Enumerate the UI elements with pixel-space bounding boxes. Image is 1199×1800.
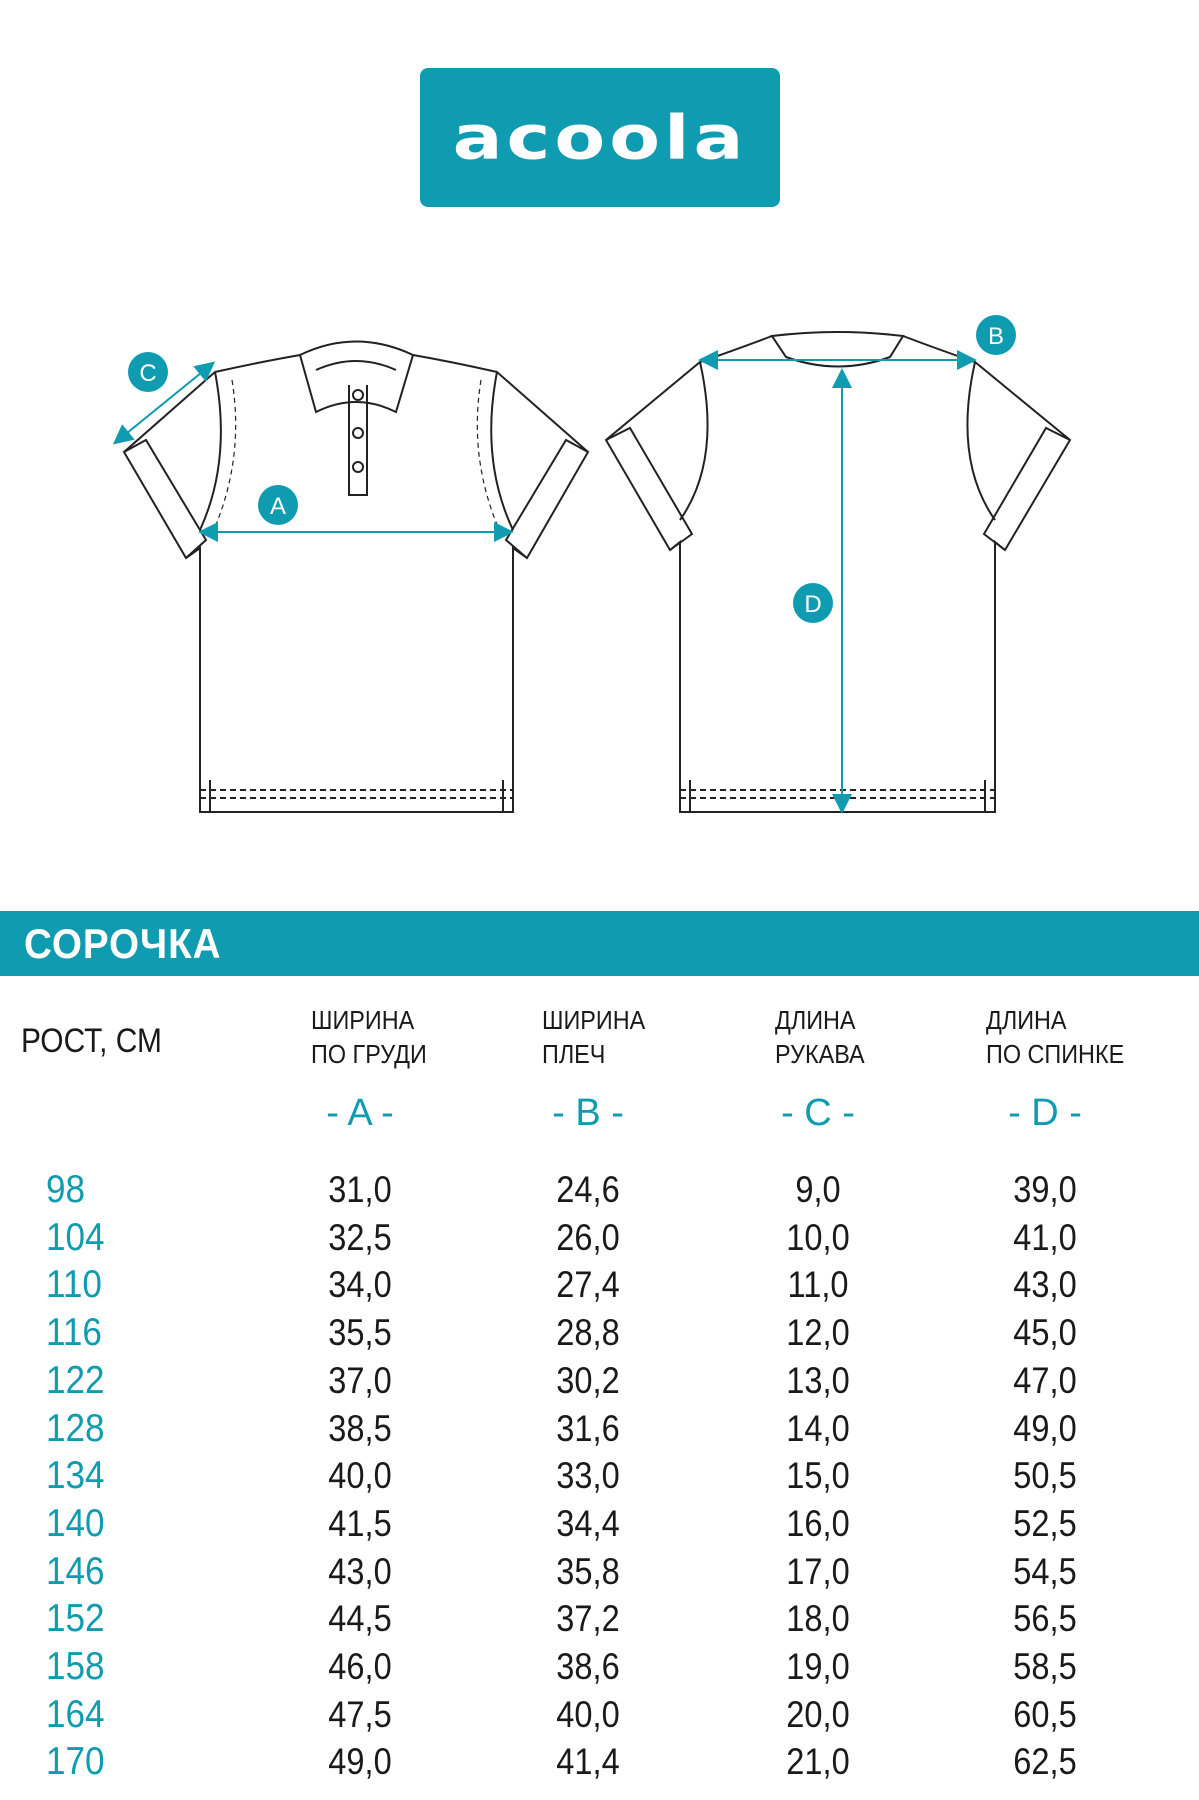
height-value: 152 [46, 1597, 105, 1641]
measurement-value: 16,0 [786, 1502, 850, 1544]
measurement-value: 40,0 [328, 1455, 392, 1497]
column-header-line: ДЛИНА [986, 1005, 1067, 1035]
marker-b [976, 315, 1016, 355]
table-row [0, 1738, 1199, 1786]
table-row [0, 1357, 1199, 1405]
measurement-value: 38,5 [328, 1407, 392, 1449]
height-value: 140 [46, 1501, 105, 1545]
column-header-sleeve [775, 1003, 865, 1071]
table-row [0, 1309, 1199, 1357]
measurement-value: 49,0 [1013, 1407, 1077, 1449]
column-letter-b: - B - [552, 1092, 624, 1134]
brand-logo [420, 68, 780, 207]
measurement-value: 14,0 [786, 1407, 850, 1449]
table-row [0, 1166, 1199, 1214]
height-value: 170 [46, 1740, 105, 1784]
measurement-value: 34,4 [556, 1502, 620, 1544]
measurement-value: 24,6 [556, 1169, 620, 1210]
height-value: 134 [46, 1454, 105, 1498]
measurement-value: 58,5 [1013, 1646, 1077, 1687]
column-header-line: РУКАВА [775, 1039, 865, 1069]
measurement-value: 39,0 [1013, 1169, 1077, 1210]
button-icon [353, 390, 363, 400]
table-row [0, 1405, 1199, 1453]
measurement-value: 26,0 [556, 1216, 620, 1258]
column-letter-a: - A - [326, 1092, 394, 1134]
front-shirt-drawing [124, 342, 588, 813]
marker-c-label: C [139, 360, 157, 387]
measurement-value: 35,8 [556, 1550, 620, 1592]
measurement-value: 27,4 [556, 1264, 620, 1306]
measurement-value: 41,4 [556, 1741, 620, 1783]
measurement-value: 12,0 [786, 1312, 850, 1354]
measurement-value: 43,0 [328, 1550, 392, 1592]
measurement-value: 46,0 [328, 1646, 392, 1687]
marker-b-label: B [987, 323, 1005, 350]
measurement-value: 20,0 [786, 1693, 850, 1735]
measurement-value: 47,5 [328, 1693, 392, 1735]
measurement-value: 62,5 [1013, 1741, 1077, 1783]
marker-d [793, 583, 833, 623]
marker-d-label: D [804, 591, 822, 618]
measurement-value: 30,2 [556, 1359, 620, 1401]
table-row [0, 1500, 1199, 1548]
measurement-value: 45,0 [1013, 1312, 1077, 1354]
measurement-value: 56,5 [1013, 1598, 1077, 1640]
measurement-value: 31,6 [556, 1407, 620, 1449]
measurement-value: 33,0 [556, 1455, 620, 1497]
measurement-value: 41,0 [1013, 1216, 1077, 1258]
height-value: 122 [46, 1358, 105, 1402]
measurement-value: 38,6 [556, 1646, 620, 1687]
marker-a [258, 485, 298, 525]
column-header-line: ПО СПИНКЕ [986, 1039, 1125, 1069]
measurement-value: 17,0 [786, 1550, 850, 1592]
measurement-value: 44,5 [328, 1598, 392, 1640]
measurement-value: 10,0 [786, 1216, 850, 1258]
table-row [0, 1548, 1199, 1596]
measurement-value: 28,8 [556, 1312, 620, 1354]
column-header-line: ПО ГРУДИ [311, 1039, 427, 1069]
brand-logo-text: acoola [452, 102, 748, 173]
measurement-value: 40,0 [556, 1693, 620, 1735]
height-value: 158 [46, 1645, 105, 1688]
table-row [0, 1691, 1199, 1739]
height-value: 116 [46, 1311, 102, 1355]
column-letter-c: - C - [781, 1092, 855, 1134]
measurement-value: 47,0 [1013, 1359, 1077, 1401]
height-value: 98 [46, 1168, 86, 1211]
column-header-line: ШИРИНА [311, 1005, 415, 1035]
measurement-value: 60,5 [1013, 1693, 1077, 1735]
table-row [0, 1595, 1199, 1643]
column-header-back-length [986, 1003, 1124, 1071]
button-icon [353, 428, 363, 438]
table-row [0, 1643, 1199, 1691]
height-value: 110 [46, 1263, 102, 1307]
height-value: 104 [46, 1215, 105, 1259]
measurement-value: 9,0 [795, 1169, 841, 1210]
measurement-value: 43,0 [1013, 1264, 1077, 1306]
measurement-value: 35,5 [328, 1312, 392, 1354]
measurement-value: 49,0 [328, 1741, 392, 1783]
measurement-value: 19,0 [786, 1646, 850, 1687]
measurement-value: 37,0 [328, 1359, 392, 1401]
table-row [0, 1261, 1199, 1309]
table-row [0, 1452, 1199, 1500]
height-value: 146 [46, 1549, 105, 1593]
measurement-value: 41,5 [328, 1502, 392, 1544]
section-band [0, 911, 1199, 976]
marker-c [128, 352, 168, 392]
measurement-value: 54,5 [1013, 1550, 1077, 1592]
column-header-line: ДЛИНА [775, 1005, 856, 1035]
table-row [0, 1214, 1199, 1262]
measurement-value: 11,0 [787, 1264, 849, 1306]
height-value: 164 [46, 1692, 105, 1736]
measurement-value: 37,2 [556, 1598, 620, 1640]
measurement-value: 15,0 [786, 1455, 850, 1497]
column-header-chest [311, 1003, 427, 1071]
measurement-value: 18,0 [786, 1598, 850, 1640]
back-shirt-drawing [606, 332, 1070, 812]
garment-diagram [0, 300, 1199, 830]
button-icon [353, 462, 363, 472]
height-header: РОСТ, СМ [21, 1022, 162, 1060]
measurement-value: 34,0 [328, 1264, 392, 1306]
column-header-shoulders [542, 1003, 645, 1071]
measurement-value: 32,5 [328, 1216, 392, 1258]
measurement-value: 50,5 [1013, 1455, 1077, 1497]
measurement-value: 21,0 [786, 1741, 850, 1783]
column-letter-d: - D - [1008, 1092, 1082, 1134]
measurement-value: 52,5 [1013, 1502, 1077, 1544]
section-title: СОРОЧКА [24, 920, 222, 967]
measurement-value: 31,0 [328, 1169, 392, 1210]
measurement-value: 13,0 [786, 1359, 850, 1401]
marker-a-label: A [269, 493, 287, 520]
column-header-line: ШИРИНА [542, 1005, 646, 1035]
height-value: 128 [46, 1406, 105, 1450]
column-header-line: ПЛЕЧ [542, 1039, 606, 1069]
